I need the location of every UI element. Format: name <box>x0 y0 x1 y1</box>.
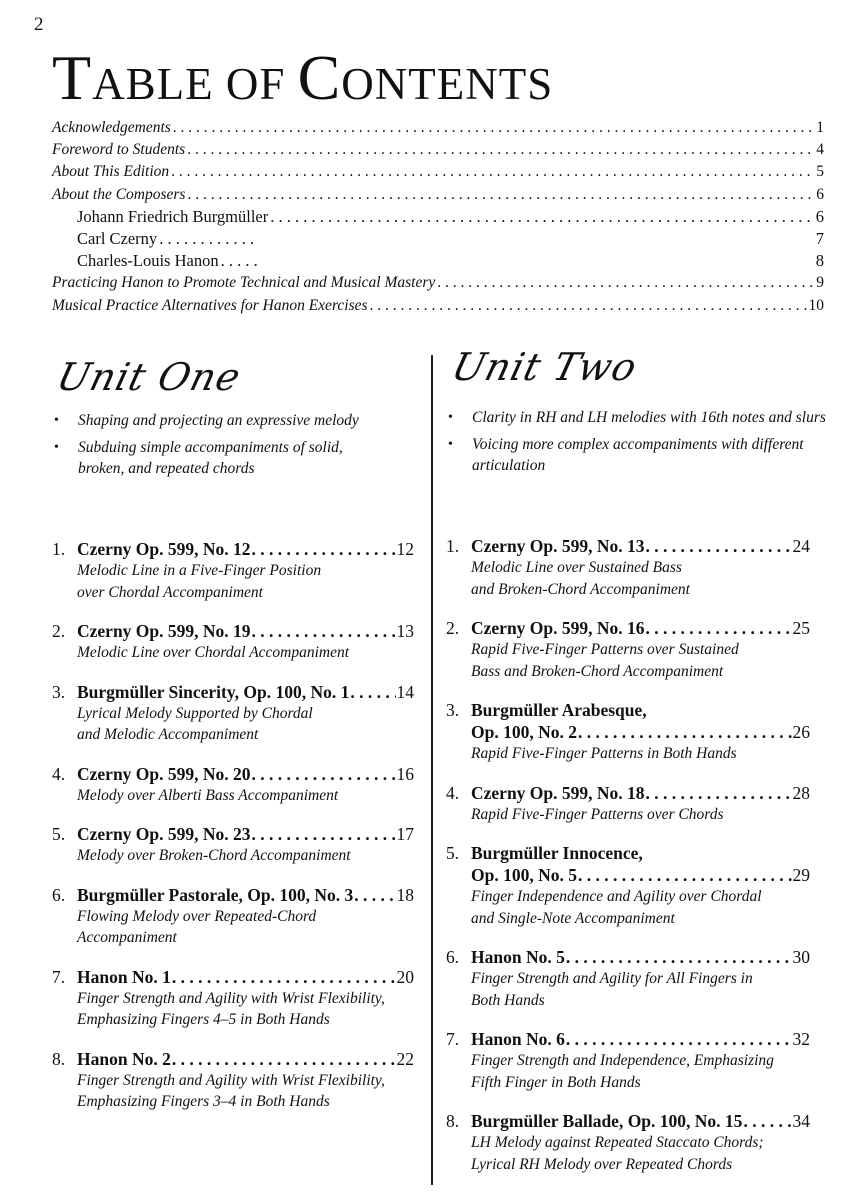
toc-entry[interactable] <box>52 966 414 1031</box>
page-title <box>52 42 554 113</box>
unit-two-goals <box>446 407 831 482</box>
toc-entry[interactable] <box>446 699 810 765</box>
entry-description: Emphasizing Fingers 4–5 in Both Hands <box>77 1011 330 1028</box>
dot-leader <box>646 782 792 804</box>
dot-leader <box>172 966 396 988</box>
entry-page: 32 <box>792 1029 810 1049</box>
toc-entry[interactable] <box>52 295 824 317</box>
goal-item: • Clarity in RH and LH melodies with 16th notes and slurs <box>446 407 831 428</box>
entry-description: Melody over Alberti Bass Accompaniment <box>77 786 339 804</box>
entry-page: 12 <box>396 539 414 559</box>
entry-description: over Chordal Accompaniment <box>77 583 263 601</box>
dot-leader <box>578 721 792 743</box>
entry-title: Hanon No. 5 <box>471 947 565 967</box>
toc-entry[interactable] <box>52 884 414 949</box>
goal-item: • Shaping and projecting an expressive melody <box>52 410 392 431</box>
entry-title: Johann Friedrich Burgmüller <box>77 206 269 226</box>
entry-description: Flowing Melody over Repeated-Chord <box>77 907 317 925</box>
toc-entry[interactable] <box>52 763 414 807</box>
toc-entry[interactable] <box>446 1110 810 1175</box>
entry-description: Lyrical Melody Supported by Chordal <box>77 704 313 722</box>
entry-number: 1. <box>446 536 460 556</box>
entry-number: 1. <box>52 539 66 559</box>
dot-leader <box>437 272 814 294</box>
entry-description: Accompaniment <box>77 929 177 946</box>
toc-entry[interactable] <box>446 1028 810 1093</box>
dot-leader <box>350 681 395 703</box>
dot-leader <box>646 617 792 639</box>
unit-two-entries <box>446 535 810 1192</box>
toc-entry[interactable] <box>52 620 414 664</box>
dot-leader <box>578 864 792 886</box>
entry-number: 4. <box>446 782 460 803</box>
title-ontents: ONTENTS <box>341 59 554 109</box>
entry-title: Hanon No. 2 <box>77 1048 171 1069</box>
entry-description: Emphasizing Fingers 3–4 in Both Hands <box>77 1093 330 1110</box>
entry-page: 6 <box>815 206 824 226</box>
entry-page: 16 <box>396 763 414 784</box>
entry-description: Finger Strength and Independence, Emphasizing <box>471 1052 774 1069</box>
entry-page: 26 <box>792 722 810 742</box>
entry-title: Czerny Op. 599, No. 19 <box>77 621 251 641</box>
entry-title: Hanon No. 6 <box>471 1029 565 1049</box>
entry-description: Finger Strength and Agility with Wrist Flexibility, <box>77 1071 385 1089</box>
entry-title-continued: Op. 100, No. 5 <box>471 865 577 885</box>
dot-leader <box>743 1110 791 1132</box>
dot-leader <box>187 184 814 206</box>
toc-entry[interactable] <box>52 272 824 294</box>
entry-number: 3. <box>52 681 66 702</box>
entry-number: 8. <box>446 1111 460 1131</box>
title-initial-t: T <box>52 42 93 113</box>
dot-leader <box>370 295 807 317</box>
dot-leader <box>252 538 396 560</box>
entry-page: 25 <box>792 618 810 638</box>
unit-one-title: Unit One <box>52 355 246 399</box>
entry-title: Hanon No. 1 <box>77 966 171 987</box>
entry-page: 10 <box>808 296 824 314</box>
dot-leader <box>252 763 396 785</box>
entry-number: 4. <box>52 763 66 784</box>
dot-leader <box>187 139 814 161</box>
dot-leader <box>221 250 259 272</box>
entry-number: 6. <box>446 947 460 967</box>
entry-title: Carl Czerny <box>77 228 158 248</box>
entry-title: Burgmüller Sincerity, Op. 100, No. 1 <box>77 681 350 702</box>
toc-entry[interactable] <box>52 139 824 161</box>
entry-description: and Single-Note Accompaniment <box>471 909 675 927</box>
toc-entry[interactable] <box>52 1048 414 1113</box>
entry-number: 7. <box>52 966 66 987</box>
entry-title: Czerny Op. 599, No. 16 <box>471 618 645 638</box>
toc-entry[interactable] <box>446 946 810 1011</box>
entry-description: Melodic Line over Chordal Accompaniment <box>77 644 350 661</box>
entry-number: 7. <box>446 1029 460 1049</box>
toc-subentry[interactable] <box>52 206 824 228</box>
front-matter-list <box>52 117 824 317</box>
entry-title: Charles-Louis Hanon <box>77 251 219 271</box>
entry-page: 22 <box>396 1048 414 1069</box>
entry-page: 9 <box>816 274 824 292</box>
entry-page: 14 <box>396 681 414 702</box>
dot-leader <box>172 1048 396 1070</box>
entry-title: Foreword to Students <box>52 141 186 159</box>
entry-number: 3. <box>446 700 460 720</box>
entry-title: Czerny Op. 599, No. 20 <box>77 763 251 784</box>
entry-title: Acknowledgements <box>52 119 171 136</box>
dot-leader <box>354 884 395 906</box>
unit-one-entries <box>52 538 414 1130</box>
entry-description: Rapid Five-Finger Patterns in Both Hands <box>471 745 737 762</box>
entry-title: Czerny Op. 599, No. 23 <box>77 824 251 844</box>
entry-description: Melodic Line over Sustained Bass <box>471 559 682 576</box>
dot-leader <box>270 206 814 228</box>
title-able-of: ABLE OF <box>92 59 298 109</box>
entry-title: Practicing Hanon to Promote Technical and Musical Mastery <box>52 274 436 292</box>
dot-leader <box>252 823 396 845</box>
entry-number: 5. <box>52 824 66 844</box>
entry-title: About the Composers <box>52 185 186 203</box>
entry-number: 2. <box>446 618 460 638</box>
entry-page: 34 <box>792 1111 810 1131</box>
entry-title: Musical Practice Alternatives for Hanon Exercises <box>52 296 368 314</box>
entry-description: Rapid Five-Finger Patterns over Sustained <box>471 641 739 658</box>
toc-entry[interactable] <box>52 681 414 746</box>
entry-title: Czerny Op. 599, No. 13 <box>471 536 645 556</box>
entry-title: About This Edition <box>52 163 170 181</box>
toc-entry[interactable] <box>52 161 824 183</box>
entry-description: Melodic Line in a Five-Finger Position <box>77 562 322 579</box>
entry-title: Czerny Op. 599, No. 12 <box>77 539 251 559</box>
goal-item: • Voicing more complex accompaniments with different articulation <box>446 434 831 476</box>
toc-entry[interactable] <box>446 842 810 929</box>
dot-leader <box>252 620 396 642</box>
entry-description: Finger Independence and Agility over Chordal <box>471 888 762 905</box>
unit-one-goals <box>52 410 392 485</box>
column-divider <box>431 355 433 1185</box>
entry-description: Melody over Broken-Chord Accompaniment <box>77 847 351 864</box>
toc-entry[interactable] <box>446 617 810 682</box>
entry-number: 8. <box>52 1048 66 1069</box>
dot-leader <box>159 228 259 250</box>
entry-number: 6. <box>52 884 66 905</box>
toc-entry[interactable] <box>52 538 414 603</box>
entry-page: 7 <box>815 228 824 248</box>
toc-subentry[interactable] <box>52 228 824 250</box>
dot-leader <box>171 161 814 183</box>
entry-page: 30 <box>792 947 810 967</box>
entry-page: 5 <box>816 163 824 181</box>
toc-entry[interactable] <box>52 184 824 206</box>
entry-page: 28 <box>792 782 810 803</box>
entry-page: 18 <box>396 884 414 905</box>
dot-leader <box>646 535 792 557</box>
entry-page: 4 <box>816 141 824 159</box>
entry-description: Both Hands <box>471 991 545 1009</box>
entry-description: Rapid Five-Finger Patterns over Chords <box>471 805 724 823</box>
dot-leader <box>566 1028 792 1050</box>
entry-description: Finger Strength and Agility with Wrist Flexibility, <box>77 989 385 1007</box>
entry-description: Lyrical RH Melody over Repeated Chords <box>471 1155 733 1173</box>
page-number: 2 <box>34 14 44 35</box>
entry-description: and Broken-Chord Accompaniment <box>471 580 690 598</box>
entry-page: 20 <box>396 966 414 987</box>
entry-page: 13 <box>396 621 414 641</box>
toc-entry[interactable] <box>446 535 810 600</box>
toc-entry[interactable] <box>52 823 414 867</box>
entry-page: 8 <box>815 251 824 271</box>
entry-number: 5. <box>446 843 460 863</box>
toc-entry[interactable] <box>446 782 810 826</box>
title-initial-c: C <box>297 42 342 113</box>
goal-item: • Subduing simple accompaniments of solid, broken, and repeated chords <box>52 437 392 479</box>
entry-description: Fifth Finger in Both Hands <box>471 1073 641 1091</box>
entry-page: 1 <box>816 119 824 136</box>
entry-page: 29 <box>792 865 810 885</box>
entry-description: Finger Strength and Agility for All Fingers in <box>471 970 753 987</box>
entry-description: and Melodic Accompaniment <box>77 726 259 743</box>
entry-title: Burgmüller Ballade, Op. 100, No. 15 <box>471 1111 743 1131</box>
entry-title: Burgmüller Arabesque, <box>471 700 647 720</box>
entry-description: LH Melody against Repeated Staccato Chords; <box>471 1134 764 1151</box>
dot-leader <box>173 117 814 139</box>
entry-page: 17 <box>396 824 414 844</box>
toc-subentry[interactable] <box>52 250 824 272</box>
entry-number: 2. <box>52 621 66 641</box>
entry-page: 6 <box>816 185 824 203</box>
entry-title: Czerny Op. 599, No. 18 <box>471 782 645 803</box>
entry-page: 24 <box>792 536 810 556</box>
entry-title: Burgmüller Innocence, <box>471 843 643 863</box>
entry-description: Bass and Broken-Chord Accompaniment <box>471 662 724 680</box>
unit-two-title: Unit Two <box>447 345 642 389</box>
dot-leader <box>566 946 792 968</box>
entry-title-continued: Op. 100, No. 2 <box>471 722 577 742</box>
entry-title: Burgmüller Pastorale, Op. 100, No. 3 <box>77 884 354 905</box>
toc-entry[interactable] <box>52 117 824 139</box>
